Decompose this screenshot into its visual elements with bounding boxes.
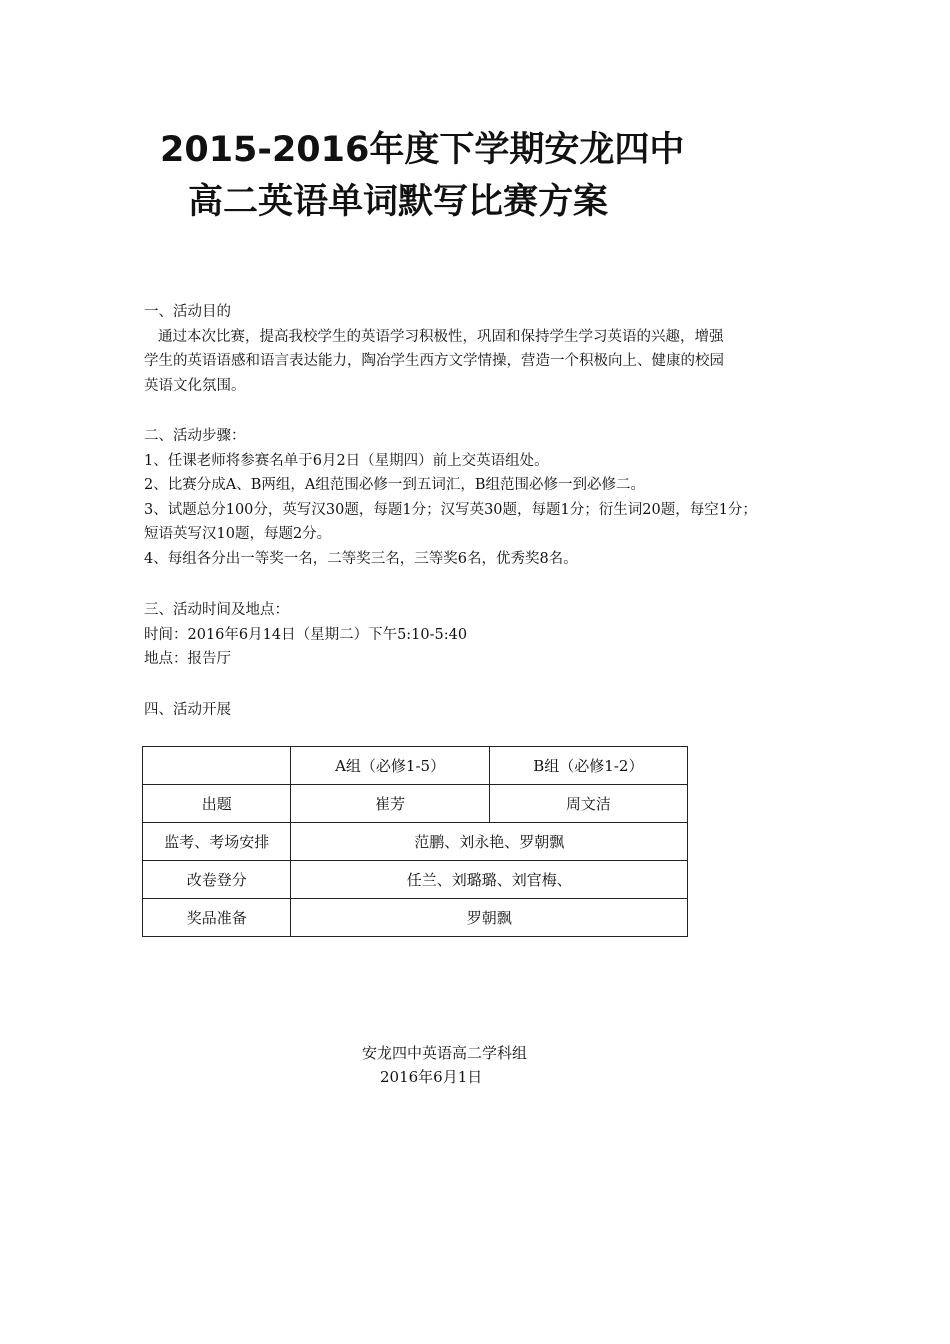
table-header-cell xyxy=(143,747,291,785)
event-place: 地点：报告厅 xyxy=(144,651,231,667)
section-heading: 二、活动步骤： xyxy=(144,428,246,444)
step-item: 2、比赛分成A、B两组，A组范围必修一到五词汇，B组范围必修一到必修二。 xyxy=(144,477,645,493)
table-header-cell: B组（必修1-2） xyxy=(489,747,687,785)
table-row xyxy=(143,899,688,937)
table-row xyxy=(143,823,688,861)
section-time-place xyxy=(144,598,816,672)
assignment-table xyxy=(142,746,688,937)
document-title-line2: 高二英语单词默写比赛方案 xyxy=(188,182,609,222)
section-activities xyxy=(144,698,816,723)
table-row-label: 监考、考场安排 xyxy=(143,823,291,861)
section-heading: 四、活动开展 xyxy=(144,702,231,718)
table-cell: 周文洁 xyxy=(489,785,687,823)
table-row-label: 出题 xyxy=(143,785,291,823)
step-item: 3、试题总分100分，英写汉30题，每题1分；汉写英30题，每题1分；衍生词20题，每空1分； xyxy=(144,501,757,518)
table-header-row xyxy=(143,747,688,785)
table-cell-merged: 罗朝飘 xyxy=(291,899,688,937)
signature-organization: 安龙四中英语高二学科组 xyxy=(362,1044,528,1062)
section-heading: 一、活动目的 xyxy=(144,304,231,320)
paragraph-line: 英语文化氛围。 xyxy=(144,377,246,394)
section-purpose xyxy=(144,300,816,398)
event-time: 时间：2016年6月14日（星期二）下午5:10-5:40 xyxy=(144,626,468,643)
table-row-label: 奖品准备 xyxy=(143,899,291,937)
table-header-cell: A组（必修1-5） xyxy=(291,747,489,785)
table-row xyxy=(143,861,688,899)
table-cell-merged: 任兰、刘璐璐、刘官梅、 xyxy=(291,861,688,899)
section-steps xyxy=(144,424,816,571)
section-heading: 三、活动时间及地点： xyxy=(144,602,289,618)
table-row-label: 改卷登分 xyxy=(143,861,291,899)
table-row xyxy=(143,785,688,823)
table-cell-merged: 范鹏、刘永艳、罗朝飘 xyxy=(291,823,688,861)
document-title-line1: 2015-2016年度下学期安龙四中 xyxy=(160,130,685,170)
step-item: 4、每组各分出一等奖一名，二等奖三名，三等奖6名，优秀奖8名。 xyxy=(144,550,578,567)
step-item-continued: 短语英写汉10题，每题2分。 xyxy=(144,526,332,542)
table-cell: 崔芳 xyxy=(291,785,489,823)
signature-date: 2016年6月1日 xyxy=(380,1068,483,1086)
paragraph-line: 通过本次比赛，提高我校学生的英语学习积极性，巩固和保持学生学习英语的兴趣，增强 xyxy=(158,328,724,345)
step-item: 1、任课老师将参赛名单于6月2日（星期四）前上交英语组处。 xyxy=(144,452,549,469)
paragraph-line: 学生的英语语感和语言表达能力，陶冶学生西方文学情操，营造一个积极向上、健康的校园 xyxy=(144,353,724,369)
